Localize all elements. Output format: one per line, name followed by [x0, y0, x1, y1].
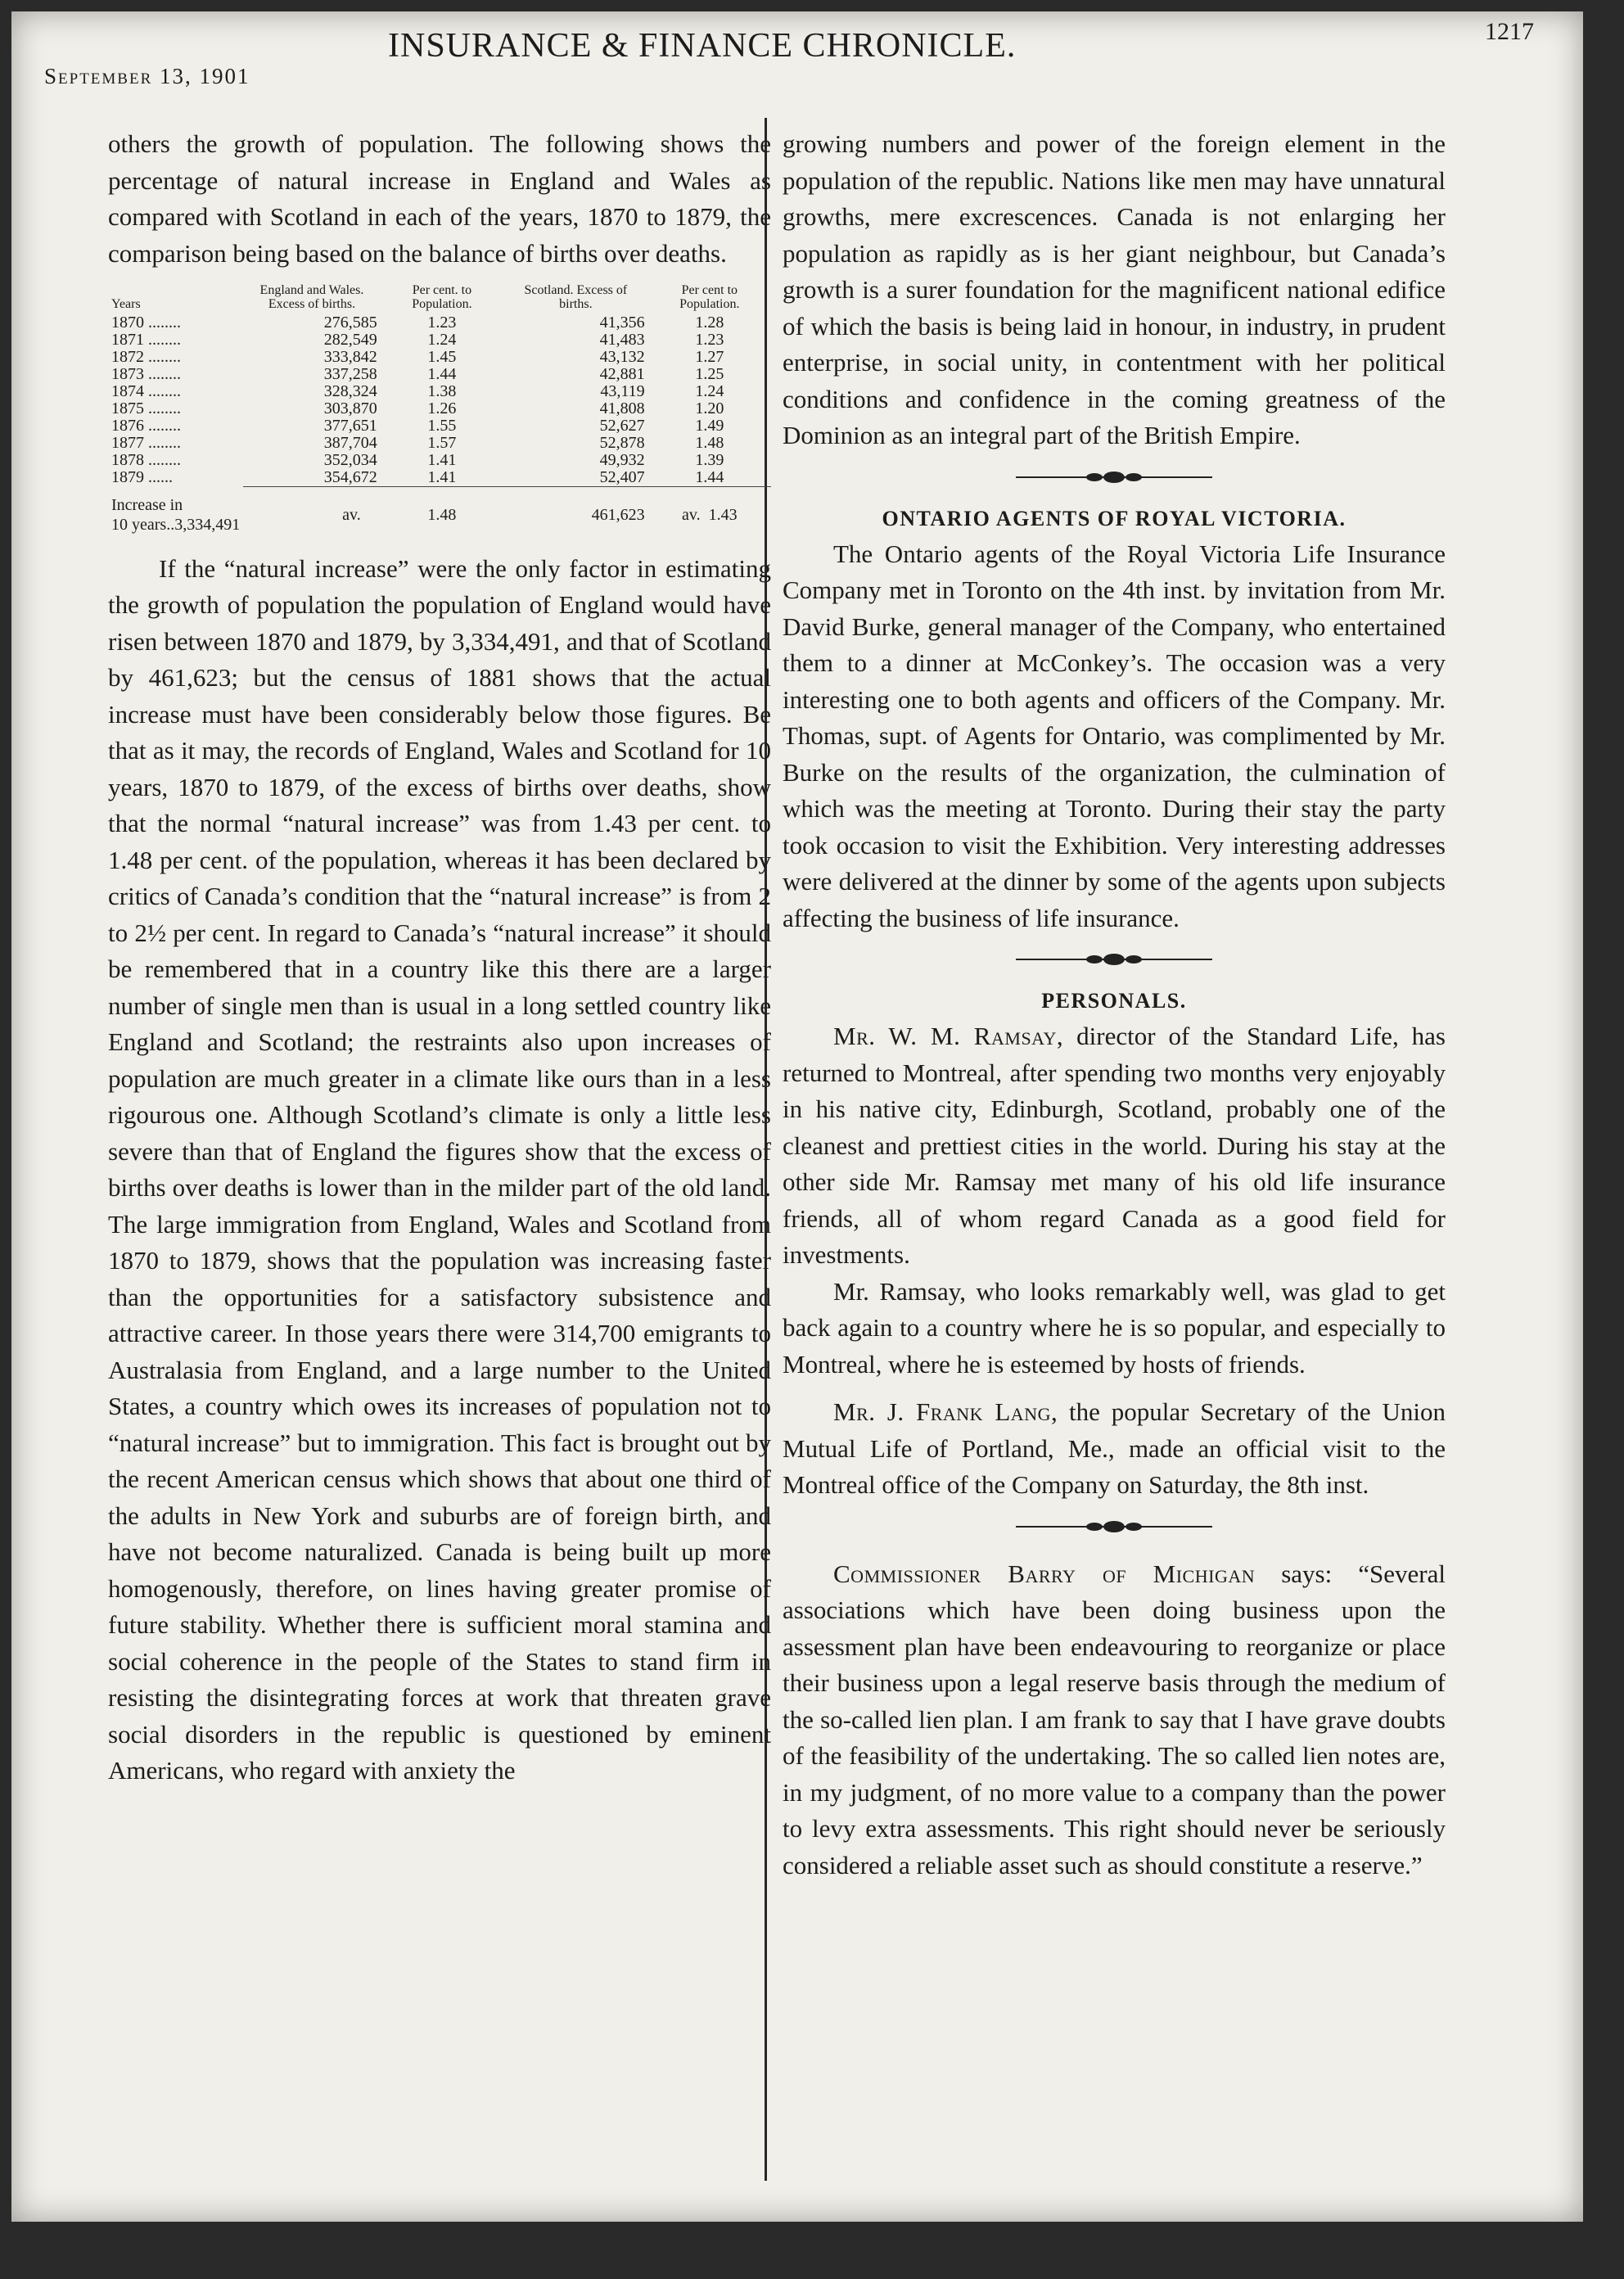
row-england-excess: 337,258 — [323, 365, 377, 383]
row-scotland-pct: 1.44 — [695, 468, 724, 486]
total-england-pct: 1.48 — [381, 487, 503, 535]
row-year: 1870 ........ — [111, 314, 181, 332]
row-england-pct: 1.57 — [427, 434, 457, 452]
table-row — [108, 435, 771, 452]
col-header-years: Years — [111, 297, 141, 311]
row-england-pct: 1.45 — [427, 348, 457, 366]
row-scotland-excess: 43,119 — [600, 382, 645, 400]
table-row — [108, 332, 771, 349]
right-column — [783, 126, 1446, 1884]
row-scotland-excess: 52,407 — [599, 468, 645, 486]
row-year: 1874 ........ — [111, 382, 181, 400]
total-label — [108, 487, 243, 535]
total-scotland-pct: 1.43 — [708, 505, 738, 524]
row-scotland-pct: 1.39 — [695, 451, 724, 469]
row-england-excess: 328,324 — [323, 382, 377, 400]
table-row — [108, 452, 771, 469]
ontario-heading: ONTARIO AGENTS OF ROYAL VICTORIA. — [882, 506, 1347, 530]
row-england-pct: 1.41 — [427, 468, 457, 486]
table-row — [108, 383, 771, 400]
row-scotland-pct: 1.25 — [695, 365, 724, 383]
row-england-excess: 354,672 — [323, 468, 377, 486]
row-scotland-excess: 42,881 — [599, 365, 645, 383]
row-england-pct: 1.41 — [427, 451, 457, 469]
continuation-paragraph: growing numbers and power of the foreign element in the population of the republic. Nations like men may have unnatural growths, mere excrescences. Canada is not enlarging her population as rapidly as is her giant neighbour, but Canada’s growth is a surer foundation for the magnificent national edifice of which the basis is being laid in honour, in industry, in prudent enterprise, in social unity, in contentment with her political conditions and confidence in the coming greatness of the Dominion as an integral part of the British Empire. — [783, 129, 1446, 449]
table-row — [108, 400, 771, 417]
table-row — [108, 469, 771, 487]
col-header-england-pct: Per cent. to Population. — [412, 283, 472, 311]
left-column — [108, 126, 771, 1789]
row-scotland-pct: 1.23 — [695, 331, 724, 349]
personals-heading: PERSONALS. — [1041, 989, 1187, 1013]
barry-lead: Commissioner Barry of Michigan — [833, 1559, 1256, 1588]
publication-title: INSURANCE & FINANCE CHRONICLE. — [388, 27, 1017, 65]
row-scotland-pct: 1.49 — [695, 417, 724, 435]
row-scotland-excess: 49,932 — [599, 451, 645, 469]
row-year: 1875 ........ — [111, 399, 181, 417]
row-england-pct: 1.55 — [427, 417, 457, 435]
row-scotland-pct: 1.48 — [695, 434, 724, 452]
lang-paragraph — [783, 1394, 1446, 1504]
row-scotland-pct: 1.20 — [695, 399, 724, 417]
ornament-divider-3 — [1016, 1519, 1212, 1535]
ontario-body: The Ontario agents of the Royal Victoria Life Insurance Company met in Toronto on the 4th inst. by invitation from Mr. David Burke, general manager of the Company, who entertained them to a dinner at McConkey’s. The occasion was a very interesting one to both agents and officers of the Company. Mr. Thomas, supt. of Agents for Ontario, was complimented by Mr. Burke on the results of the organization, the culmination of which was the meeting at Toronto. During their stay the party took occasion to visit the Exhibition. Very interesting addresses were delivered at the dinner by some of the agents upon subjects affecting the business of life insurance. — [783, 539, 1446, 932]
row-scotland-excess: 52,627 — [599, 417, 645, 435]
table-row — [108, 417, 771, 435]
total-scotland-pct-cell — [648, 487, 771, 535]
total-label-line1: Increase in — [111, 495, 183, 514]
row-england-pct: 1.23 — [427, 314, 457, 332]
row-year: 1873 ........ — [111, 365, 181, 383]
row-year: 1872 ........ — [111, 348, 181, 366]
row-scotland-excess: 52,878 — [599, 434, 645, 452]
row-scotland-excess: 41,483 — [599, 331, 645, 349]
row-scotland-pct: 1.28 — [695, 314, 724, 332]
ornament-divider — [1016, 469, 1212, 485]
ramsay-paragraph — [783, 1018, 1446, 1274]
row-year: 1876 ........ — [111, 417, 181, 435]
table-row — [108, 349, 771, 366]
row-year: 1878 ........ — [111, 451, 181, 469]
issue-date: September 13, 1901 — [44, 64, 250, 88]
row-scotland-pct: 1.27 — [695, 348, 724, 366]
table-row — [108, 314, 771, 332]
ornament-divider-2 — [1016, 951, 1212, 968]
ramsay-body: director of the Standard Life, has returned to Montreal, after spending two months very enjoyably in his native city, Edinburgh, Scotland, probably one of the cleanest and prettiest cities in the world. During his stay at the other side Mr. Ramsay met many of his old life insurance friends, all of whom regard Canada as a good field for investments. — [783, 1022, 1446, 1269]
row-england-excess: 352,034 — [323, 451, 377, 469]
row-scotland-excess: 41,808 — [599, 399, 645, 417]
row-england-pct: 1.44 — [427, 365, 457, 383]
total-england: 3,334,491 — [174, 515, 241, 534]
row-england-excess: 377,651 — [323, 417, 377, 435]
lang-body: the popular Secretary of the Union Mutual Life of Portland, Me., made an official visit to the Montreal office of the Company on Saturday, the 8th inst. — [783, 1397, 1446, 1499]
av-label: av. — [342, 505, 361, 524]
row-england-excess: 303,870 — [323, 399, 377, 417]
lang-lead: Mr. J. Frank Lang, — [833, 1397, 1058, 1426]
total-label-line2: 10 years.. — [111, 515, 175, 534]
total-scotland: 461,623 — [503, 487, 648, 535]
total-england-pct-cell — [243, 487, 381, 535]
row-scotland-excess: 43,132 — [599, 348, 645, 366]
table-row — [108, 366, 771, 383]
col-header-england: England and Wales. Excess of births. — [259, 283, 364, 311]
newspaper-page — [11, 11, 1583, 2222]
intro-paragraph: others the growth of population. The following shows the percentage of natural increase in England and Wales as compared with Scotland in each of the years, 1870 to 1879, the comparison being based on the balance of births over deaths. — [108, 129, 771, 268]
row-england-excess: 282,549 — [323, 331, 377, 349]
barry-body: says: “Several associations which have been doing business upon the assessment plan have been endeavouring to reorganize or place their business upon a legal reserve basis through the medium of the so-called lien plan. I am frank to say that I have grave doubts of the feasibility of the undertaking. The so called lien notes are, in my judgment, of no more value to a company than the power to levy extra assessments. This right should never be seriously considered a reliable asset such as should constitute a reserve.” — [783, 1559, 1446, 1880]
row-year: 1879 ...... — [111, 468, 173, 487]
row-scotland-excess: 41,356 — [599, 314, 645, 332]
row-scotland-pct: 1.24 — [695, 382, 724, 400]
col-header-scotland: Scotland. Excess of births. — [524, 283, 628, 311]
page-number: 1217 — [1485, 18, 1534, 45]
table-header-row — [108, 283, 771, 314]
birth-excess-table — [108, 283, 771, 535]
ramsay-followup: Mr. Ramsay, who looks remarkably well, was glad to get back again to a country where he is so popular, and especially to Montreal, where he is esteemed by hosts of friends. — [783, 1276, 1446, 1379]
row-england-pct: 1.38 — [427, 382, 457, 400]
row-england-excess: 387,704 — [323, 434, 377, 452]
barry-paragraph — [783, 1556, 1446, 1884]
col-header-scotland-pct: Per cent to Population. — [679, 283, 740, 311]
scotland-av-label: av. — [682, 505, 701, 524]
row-england-pct: 1.26 — [427, 399, 457, 417]
row-england-excess: 333,842 — [323, 348, 377, 366]
table-body — [108, 314, 771, 487]
ramsay-lead: Mr. W. M. Ramsay, — [833, 1022, 1064, 1050]
main-article-body: If the “natural increase” were the only factor in estimating the growth of population the population of England would have risen between 1870 and 1879, by 3,334,491, and that of Scotland by 461,623; but the census of 1881 shows that the actual increase must have been considerably below those figures. Be that as it may, the records of England, Wales and Scotland for 10 years, 1870 to 1879, of the excess of births over deaths, show that the normal “natural increase” was from 1.43 per cent. to 1.48 per cent. of the population, whereas it has been declared by critics of Canada’s condition that the “natural increase” is from 2 to 2½ per cent. In regard to Canada’s “natural increase” it should be remembered that in a country like this there are a larger number of single men than is usual in a long settled country like England and Scotland; the restraints also upon increases of population are much greater in a climate like ours than in a less rigourous one. Although Scotland’s climate is only a little less severe than that of England the figures show that the excess of births over deaths is lower than in the milder part of the old land. The large immigration from England, Wales and Scotland from 1870 to 1879, shows that the population was increasing faster than the opportunities for a satisfactory subsistence and attractive career. In those years there were 314,700 emigrants to Australasia from England, and a large number to the United States, a country which owes its increases of population not to “natural increase” but to immigration. This fact is brought out by the recent American census which shows that about one third of the adults in New York and suburbs are of foreign birth, and have not become naturalized. Canada is being built up more homogenously, therefore, on lines having greater promise of future stability. Whether there is sufficient moral stamina and social coherence in the people of the States to stand firm in resisting the disintegrating forces at work that threaten grave social disorders in the republic is questioned by eminent Americans, who regard with anxiety the — [108, 553, 771, 1785]
row-england-excess: 276,585 — [323, 314, 377, 332]
row-england-pct: 1.24 — [427, 331, 457, 349]
table-total-row — [108, 487, 771, 535]
row-year: 1877 ........ — [111, 434, 181, 452]
row-year: 1871 ........ — [111, 331, 181, 349]
